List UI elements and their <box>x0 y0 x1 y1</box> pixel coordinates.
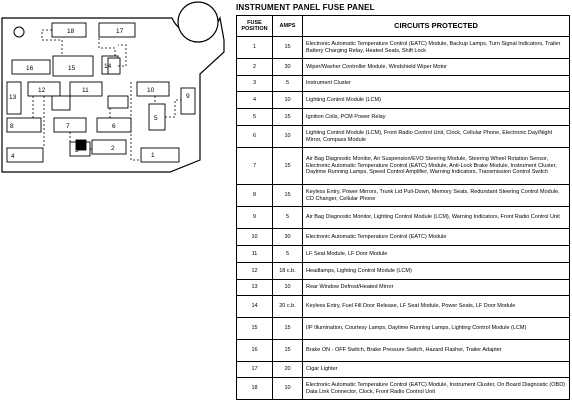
fuse-position-cell: 8 <box>237 185 273 207</box>
amps-cell: 18 c.b. <box>273 263 303 280</box>
relay-block-b <box>52 96 70 110</box>
table-row <box>237 246 570 263</box>
relay-block-c <box>108 96 128 108</box>
circuits-cell: Lighting Control Module (LCM), Front Radio Control Unit, Clock, Cellular Phone, Electronic Day/Night Mirror, Compass Module <box>303 126 570 148</box>
circuits-cell: Electronic Automatic Temperature Control (EATC) Module <box>303 229 570 246</box>
fuse-label-18: 18 <box>67 28 75 35</box>
circuits-cell: Ignition Coils, PCM Power Relay <box>303 109 570 126</box>
amps-cell: 15 <box>273 109 303 126</box>
table-row <box>237 378 570 400</box>
fuse-position-cell: 1 <box>237 37 273 59</box>
fuse-position-cell: 16 <box>237 340 273 362</box>
table-row <box>237 109 570 126</box>
amps-cell: 10 <box>273 92 303 109</box>
fuse-position-cell: 14 <box>237 296 273 318</box>
circuits-cell: Keyless Entry, Power Mirrors, Trunk Lid Pull-Down, Memory Seats, Redundant Steering Control Module, CD Changer, Cellular Phone <box>303 185 570 207</box>
circuits-cell: Wiper/Washer Controller Module, Windshield Wiper Motor <box>303 59 570 76</box>
fuse-label-13: 13 <box>9 94 17 101</box>
header-circuits: CIRCUITS PROTECTED <box>303 16 570 37</box>
fuse-label-2: 2 <box>111 145 115 152</box>
amps-cell: 10 <box>273 378 303 400</box>
amps-cell: 20 c.b. <box>273 296 303 318</box>
fuse-position-cell: 5 <box>237 109 273 126</box>
fuse-table <box>236 15 570 400</box>
amps-cell: 15 <box>273 318 303 340</box>
fuse-position-cell: 2 <box>237 59 273 76</box>
circuits-cell: Rear Window Defrost/Heated Mirror <box>303 280 570 296</box>
fuse-position-cell: 18 <box>237 378 273 400</box>
fuse-label-10: 10 <box>147 87 155 94</box>
fuse-position-cell: 3 <box>237 76 273 92</box>
header-amps: AMPS <box>273 16 303 37</box>
circuits-cell: Instrument Cluster <box>303 76 570 92</box>
table-row <box>237 263 570 280</box>
circuits-cell: LF Seat Module, LF Door Module <box>303 246 570 263</box>
fuse-position-cell: 15 <box>237 318 273 340</box>
amps-cell: 5 <box>273 207 303 229</box>
circuits-cell: Brake ON - OFF Switch, Brake Pressure Switch, Hazard Flasher, Trailer Adapter <box>303 340 570 362</box>
fuse-position-cell: 6 <box>237 126 273 148</box>
table-row <box>237 148 570 185</box>
fuse-label-11: 11 <box>82 87 89 94</box>
fuse-label-16: 16 <box>26 65 34 72</box>
fuse-label-4: 4 <box>11 153 15 160</box>
table-row <box>237 229 570 246</box>
amps-cell: 30 <box>273 59 303 76</box>
amps-cell: 15 <box>273 185 303 207</box>
fuse-label-3: 3 <box>75 147 79 154</box>
table-row <box>237 76 570 92</box>
fuse-label-1: 1 <box>151 152 155 159</box>
fuse-label-6: 6 <box>112 123 116 130</box>
amps-cell: 20 <box>273 362 303 378</box>
circuits-cell: Air Bag Diagnostic Monitor, Air Suspension/EVO Steering Module, Steering Wheel Rotation Sensor, Electronic Automatic Temperature Control (EATC) Module, Anti-Lock Brake Module, Instrument Cluster, Daytime Running Lamps, Speed Control Amplifier, Warning Indicators, Transmission Control Switch <box>303 148 570 185</box>
fuse-position-cell: 11 <box>237 246 273 263</box>
fuse-position-cell: 7 <box>237 148 273 185</box>
table-row <box>237 362 570 378</box>
table-row <box>237 126 570 148</box>
circuits-cell: Cigar Lighter <box>303 362 570 378</box>
table-row <box>237 318 570 340</box>
amps-cell: 15 <box>273 148 303 185</box>
fuse-slot-9 <box>181 88 195 114</box>
fuse-label-9: 9 <box>186 93 190 100</box>
fuse-label-12: 12 <box>38 87 46 94</box>
mount-hole-large <box>178 2 218 42</box>
fuse-position-cell: 9 <box>237 207 273 229</box>
amps-cell: 15 <box>273 37 303 59</box>
fuse-slot-2 <box>92 140 126 154</box>
table-row <box>237 280 570 296</box>
circuits-cell: Air Bag Diagnostic Monitor, Lighting Control Module (LCM), Warning Indicators, Front Radio Control Unit <box>303 207 570 229</box>
fuse-label-7: 7 <box>66 123 70 130</box>
table-title: INSTRUMENT PANEL FUSE PANEL <box>236 3 375 12</box>
mount-hole-small <box>14 27 24 37</box>
fuse-panel-diagram <box>0 0 232 175</box>
fuse-label-8: 8 <box>10 123 14 130</box>
table-row <box>237 207 570 229</box>
table-row <box>237 185 570 207</box>
fuse-label-17: 17 <box>116 28 124 35</box>
circuits-cell: Lighting Control Module (LCM) <box>303 92 570 109</box>
circuits-cell: Keyless Entry, Fuel Fill Door Release, LF Seat Module, Power Seats, LF Door Module <box>303 296 570 318</box>
fuse-position-cell: 17 <box>237 362 273 378</box>
table-row <box>237 340 570 362</box>
circuits-cell: Headlamps, Lighting Control Module (LCM) <box>303 263 570 280</box>
amps-cell: 5 <box>273 76 303 92</box>
circuits-cell: Electronic Automatic Temperature Control (EATC) Module, Backup Lamps, Turn Signal Indicators, Trailer Battery Charging Relay, Heated Seats, Shift Lock <box>303 37 570 59</box>
amps-cell: 30 <box>273 229 303 246</box>
fuse-slot-7 <box>54 118 86 132</box>
table-row <box>237 59 570 76</box>
amps-cell: 10 <box>273 280 303 296</box>
fuse-table-body <box>237 37 570 400</box>
fuse-position-cell: 10 <box>237 229 273 246</box>
header-fuse-position: FUSE POSITION <box>237 16 273 37</box>
circuits-cell: I/P Illumination, Courtesy Lamps, Daytime Running Lamps, Lighting Control Module (LCM) <box>303 318 570 340</box>
table-row <box>237 92 570 109</box>
fuse-slot-1 <box>141 148 179 162</box>
amps-cell: 10 <box>273 126 303 148</box>
fuse-position-cell: 12 <box>237 263 273 280</box>
table-row <box>237 37 570 59</box>
amps-cell: 15 <box>273 340 303 362</box>
amps-cell: 5 <box>273 246 303 263</box>
fuse-label-14: 14 <box>104 63 112 70</box>
table-row <box>237 296 570 318</box>
fuse-position-cell: 4 <box>237 92 273 109</box>
fuse-label-5: 5 <box>154 115 158 122</box>
circuits-cell: Electronic Automatic Temperature Control (EATC) Module, Instrument Cluster, On Board Diagnostic (OBD) Data Link Connector, Clock, Front Radio Control Unit <box>303 378 570 400</box>
fuse-label-15: 15 <box>68 65 76 72</box>
fuse-position-cell: 13 <box>237 280 273 296</box>
